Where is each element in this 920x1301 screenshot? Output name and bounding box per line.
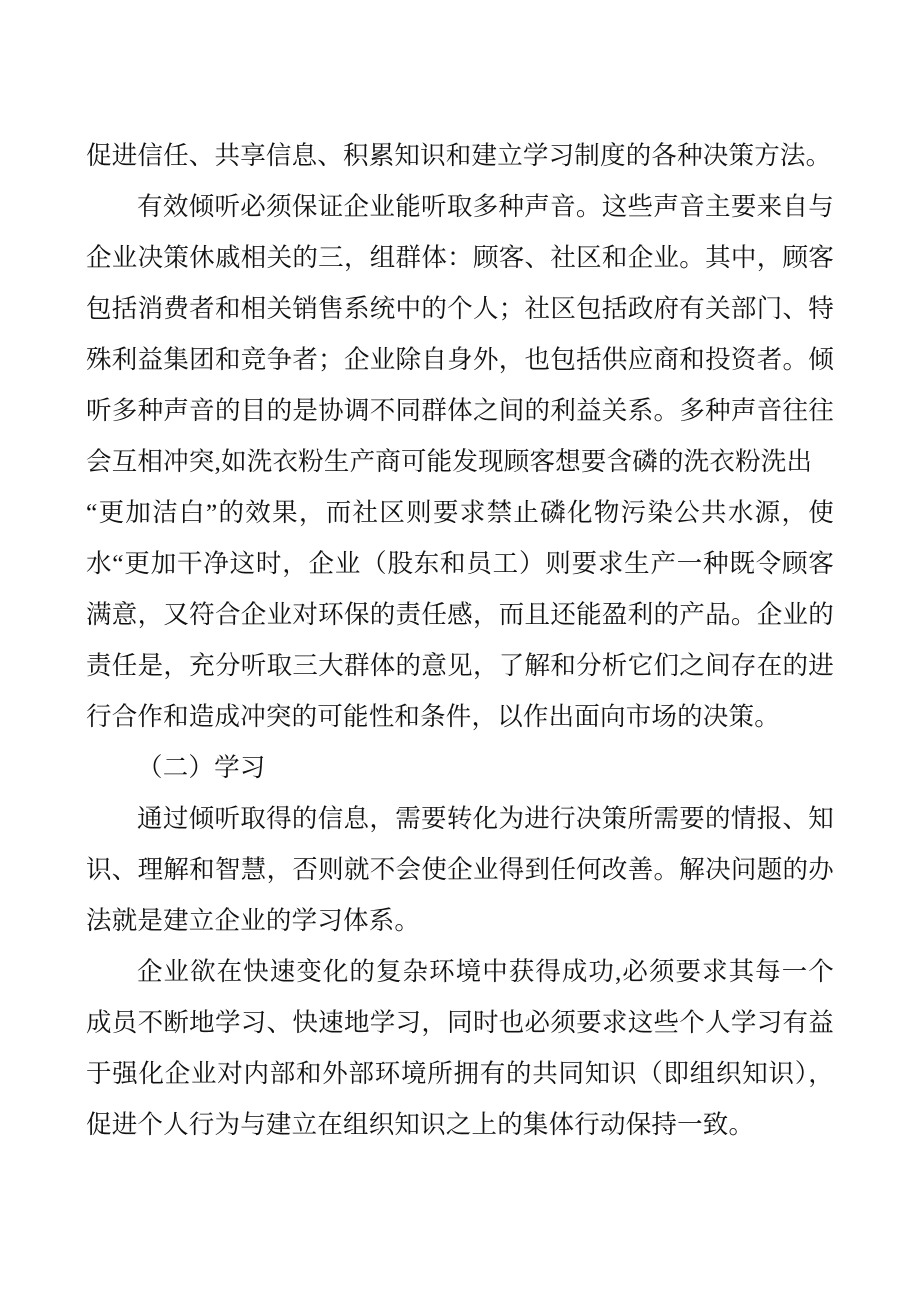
section-heading-two: （二）学习 xyxy=(137,753,266,782)
paragraph-2-continued: “更加洁白”的效果，而社区则要求禁止磷化物污染公共水源，使水“更加干净这时，企业（股东和员工）则要求生产一种既令顾客满意，又符合企业对环保的责任感，而且还能盈利的产品。企业的责任是，充分听取三大群体的意见，了解和分析它们之间存在的进行合作和造成冲突的可能性和条件，以作出面向市场的决策。 xyxy=(86,498,834,731)
paragraph-3: 通过倾听取得的信息，需要转化为进行决策所需要的情报、知识、理解和智慧，否则就不会使企业得到任何改善。解决问题的办法就是建立企业的学习体系。 xyxy=(86,804,834,935)
paragraph-4: 企业欲在快速变化的复杂环境中获得成功,必须要求其每一个成员不断地学习、快速地学习，同时也必须要求这些个人学习有益于强化企业对内部和外部环境所拥有的共同知识（即组织知识），促进个人行为与建立在组织知识之上的集体行动保持一致。 xyxy=(86,957,834,1139)
paragraph-1: 促进信任、共享信息、积累知识和建立学习制度的各种决策方法。 xyxy=(86,141,832,170)
paragraph-2: 有效倾听必须保证企业能听取多种声音。这些声音主要来自与企业决策休戚相关的三，组群体：顾客、社区和企业。其中，顾客包括消费者和相关销售系统中的个人；社区包括政府有关部门、特殊利益集团和竞争者；企业除自身外，也包括供应商和投资者。倾听多种声音的目的是协调不同群体之间的利益关系。多种声音往往会互相冲突,如洗衣粉生产商可能发现顾客想要含磷的洗衣粉洗出 xyxy=(86,192,834,476)
document-body xyxy=(86,130,834,1150)
